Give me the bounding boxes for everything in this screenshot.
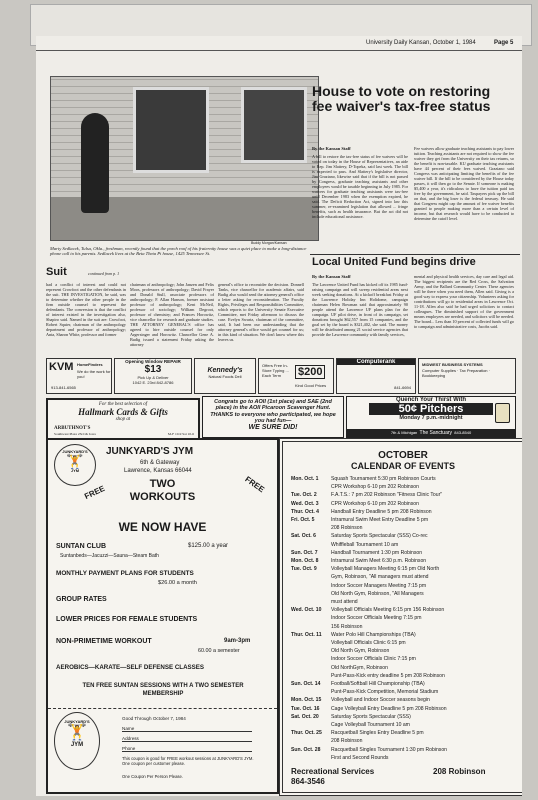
coupon-phone-field[interactable]: Phone	[122, 746, 252, 752]
event-text: Handball Entry Deadline 5 pm 208 Robinson	[331, 508, 432, 515]
calendar-event	[291, 714, 411, 720]
event-text: CPR Workshop 6-10 pm 202 Robinson	[331, 500, 419, 507]
ad-title: Kennedy's	[207, 367, 243, 374]
calendar-event	[291, 624, 362, 630]
ad-address: 6th & Gateway	[140, 460, 180, 466]
event-text: Indoor Soccer Managers Meeting 7:15 pm	[331, 582, 427, 589]
calendar-event	[291, 697, 430, 703]
calendar-event	[291, 492, 442, 498]
calendar-event	[291, 599, 358, 605]
coupon-name-field[interactable]: Name	[122, 726, 252, 732]
ad-text: Monday 7 p.m.-midnight	[399, 415, 463, 421]
calendar-event	[291, 615, 422, 621]
ad-address: Lawrence, Kansas 66044	[124, 468, 192, 474]
ad-computerank	[336, 358, 416, 394]
calendar-event	[291, 681, 425, 687]
ad-headline: WORKOUTS	[129, 491, 196, 503]
event-date: Tue. Oct. 9	[291, 566, 317, 573]
event-text: Indoor Soccer Officials Clinic 7:15 pm	[331, 656, 416, 663]
offer-title: LOWER PRICES FOR FEMALE STUDENTS	[56, 616, 198, 623]
event-text: Racquetball Singles Tournament 1:30 pm Robinson	[331, 746, 448, 753]
ad-sanctuary	[346, 396, 516, 438]
story-column: chairman of anthropology; John Janzen and Felix Moos, professors of anthropology; David Frayer and Donald Stull, associate professors of anthropology; F. Allan Hanson, former assistant professor of anthropology; Kent McNeil, professor of sociology; William Degroot, professor of chemistry; and Frances Horowitz, vice chancellor for research and graduate studies. THE ATTORNEY GENERAL'S office has agreed to hire outside counsel for only Argersinger and Horowitz. Chancellor Gene A. Budig issued a statement Friday asking the attorney	[130, 282, 214, 347]
calendar-event	[291, 755, 388, 761]
event-date: Mon. Oct. 1	[291, 476, 319, 482]
event-text: 208 Robinson	[331, 525, 363, 532]
offer-price: 60.00 a semester	[198, 648, 240, 654]
ad-text: Pick Up & Deliver	[137, 375, 169, 380]
story-byline: By the Kansan Staff	[312, 274, 351, 279]
event-text: Water Polo Hill Championships (TBA)	[331, 631, 416, 638]
calendar-event	[291, 665, 388, 671]
ad-text: Offers Free In-Store Typing ... Each Term	[262, 363, 289, 378]
event-text: Volleyball Officials Meeting 6:15 pm 156 Robinson	[331, 607, 445, 614]
header-paper: University Daily Kansan, October 1, 1984	[366, 40, 476, 46]
page-header	[36, 36, 522, 51]
event-text: Cage Volleyball Tournament 10 am	[331, 722, 410, 728]
offer-time: 9am-3pm	[224, 638, 251, 644]
ad-october-calendar	[279, 438, 522, 796]
photo-credit: Buddy Morgan/Kansan	[251, 241, 287, 245]
coupon-address-field[interactable]: Address	[122, 736, 252, 742]
story-column: general's office to reconsider the decision. Donnell Tanks, vice chancellor for academic affairs, said Budig also would send the attorney general's office a letter asking for reconsideration. The Faculty Rights, Privileges and Responsibilities Committee, which reports to the University Senate Executive Committee, met Friday afternoon to discuss the case. Evelyn Swartz, chairman of the committee, said, It had been our understanding that the attorney general's office would get counsel for us; in this kind of situation. We don't know where this leaves us.	[218, 282, 304, 342]
calendar-event	[291, 648, 389, 654]
event-text: 156 Robinson	[331, 623, 363, 630]
calendar-event	[291, 558, 426, 564]
ad-address: 1042 E. 23rd 842-8786	[132, 380, 174, 385]
offer-title: TEN FREE SUNTAN SESSIONS WITH A TWO SEMESTER MEMBERSHIP	[82, 683, 244, 697]
ad-junkyards-jym	[46, 438, 279, 794]
event-date: Sun. Oct. 28	[291, 746, 321, 753]
ad-phone: 913-841-6565	[51, 385, 76, 390]
event-text: Volleyball Officials Clinic 6:15 pm	[331, 640, 406, 646]
offer-price: $26.00 a month	[158, 580, 197, 586]
calendar-event	[291, 509, 432, 515]
ad-text: Natural Foods Deli	[208, 374, 242, 379]
ad-hours: M-F 10-9 Sat 10-6	[167, 432, 194, 436]
event-text: Volleyball Managers Meeting 6:15 pm Old North	[331, 566, 440, 573]
ad-phone: 843-8540	[454, 430, 472, 435]
ad-price: $200	[295, 365, 325, 379]
ad-headline: TWO	[149, 478, 176, 490]
ad-text: We do the work for you!	[77, 369, 111, 379]
event-text: Volleyball and Indoor Soccer seasons begin	[331, 697, 430, 704]
event-date: Mon. Oct. 8	[291, 558, 319, 564]
jym-logo: JUNKYARD'S 🏋 JYM	[54, 444, 96, 486]
event-text: Gym, Robinson, "All managers must attend	[331, 574, 429, 581]
ad-typing	[258, 358, 334, 394]
story-headline-united-fund: Local United Fund begins drive	[312, 256, 476, 268]
calendar-event	[291, 640, 406, 646]
free-label: FREE	[83, 483, 107, 502]
calendar-event	[291, 591, 424, 597]
ad-address: Southwest Plaza 23rd & Iowa	[54, 432, 96, 436]
bar-name: The Sanctuary	[419, 430, 453, 436]
calendar-event	[291, 738, 362, 744]
store-name: ARBUTHNOT'S	[54, 426, 91, 431]
photo-caption: Marty Sedlacek, Tulsa, Okla., freshman, recently found that the porch roof of his fraternity house was a quiet place to make a long-distance phone call to his parents. Sedlacek lives at the Beta Theta Pi house, 1425 Tennessee St.	[50, 246, 307, 257]
calendar-title: OCTOBER	[378, 450, 428, 461]
event-text: 208 Robinson	[331, 738, 363, 745]
calendar-event	[291, 747, 447, 753]
calendar-event	[291, 542, 398, 548]
calendar-event	[291, 550, 422, 556]
jym-coupon-logo: JUNKYARD'S 🏋 JYM	[54, 712, 100, 770]
calendar-event	[291, 574, 429, 580]
event-text: Old North Gym, Robinson, "All Managers	[331, 590, 424, 597]
calendar-footer-phone: 864-3546	[291, 777, 325, 786]
calendar-footer-room: 208 Robinson	[433, 767, 486, 776]
newspaper-page	[36, 36, 522, 796]
story-column: had a conflict of interest and could not represent Crowfoot and the other defendants in the suit. THE INVESTIGATION, he said, was to determine whether the other people in the firm outside counsel to represent the defendants. The conversion is that the conflict of interest existed in the investigation also, Shapiro said. Named in the suit are: Crowfoot, Robert Squier, chairman of the anthropology department and professor of anthropology; Anta, Sharon White, professor and former	[46, 282, 126, 337]
story-column: A bill to restore the tax-free status of fee waivers will be voted on today in the House of Representatives, an aide to Rep. Jim Slattery, D-Topeka, said last week. The bill is expected to pass. And Slattery's legislative director, Jim Graziano, likewise said that if the bill is not passed by Congress, graduate teaching assistants and other employees would be taxable beginning in July 1985. For waivers for graduate teaching assistants were tax-free until December 1983 when the exemption expired, he said. The Deficit Reduction Act, signed into law this summer, re-examined legislation that allowed ... fringe benefits, such as health insurance. But the act did not include educational assistance.	[312, 154, 408, 219]
event-text: Saturday Sports Spectacular (SSS)	[331, 713, 411, 720]
event-date: Sat. Oct. 6	[291, 533, 316, 540]
story-byline: By the Kansan Staff	[312, 146, 351, 151]
offer-title: GROUP RATES	[56, 596, 107, 603]
ad-price: $13	[144, 364, 162, 375]
calendar-event	[291, 632, 416, 638]
offer-text: Suntanbeds—Jacuzzi—Sauna—Steam Bath	[60, 553, 159, 559]
coupon-limit: One Coupon Per Person Please.	[122, 774, 183, 779]
ad-title: Computerank	[337, 359, 415, 365]
coupon-expiry: Good Through October 7, 1984	[122, 716, 186, 721]
ad-title: 50¢ Pitchers	[369, 403, 493, 415]
event-text: Cage Volleyball Entry Deadline 5 pm 208 Robinson	[331, 705, 447, 712]
weightlifter-icon: 🏋	[67, 724, 87, 741]
ad-homefinders	[46, 358, 112, 394]
ad-title: HomeFinders	[77, 362, 103, 367]
event-text: Old North Gym, Robinson	[331, 648, 390, 655]
offer-title: MONTHLY PAYMENT PLANS FOR STUDENTS	[56, 570, 194, 577]
ad-text: Congrats go to AOII (1st place) and SAE (2nd place) in the AOII Picaroon Scavenger Hunt. THANKS to everyone who participated, we hope you had fun—	[210, 399, 336, 425]
calendar-event	[291, 689, 438, 695]
event-date: Sat. Oct. 20	[291, 713, 319, 720]
story-column: The Lawrence United Fund has kicked off its 1985 fund-raising campaign and will sweep residential areas next week seeking donations. At a kickoff breakfast Friday at the Lawrence Holiday Inn Holidome, campaign chairman Helen Bowman said that approximately 90 people attend the Lawrence UF plans plan for the campaign. UF pilot drive, in front of its campaign, set donations brought $62,557 from 15 companies, and the goal set by the board is $321,402, she said. The money will be distributed among 21 social service agencies that provide the Lawrence community with family services,	[312, 282, 408, 337]
header-page-number: Page 5	[494, 40, 514, 46]
calendar-event	[291, 656, 416, 662]
event-date: Fri. Oct. 5	[291, 517, 315, 523]
calendar-event	[291, 484, 419, 490]
event-text: must attend	[331, 599, 358, 605]
continued-note: continued from p. 1	[88, 271, 120, 276]
offer-title: NON-PRIMETIME WORKOUT	[56, 638, 152, 645]
event-date: Mon. Oct. 15	[291, 697, 322, 704]
calendar-event	[291, 607, 444, 613]
event-text: CPR Workshop 6-10 pm 202 Robinson	[331, 484, 419, 491]
event-text: Racquetball Singles Entry Deadline 5 pm	[331, 730, 424, 737]
ad-text: Computer Supplies · Tax Preparation · Bookkeeping	[422, 368, 490, 378]
free-label: FREE	[243, 474, 266, 495]
ad-phone: 841-6694	[394, 385, 411, 390]
calendar-event	[291, 722, 410, 728]
ad-text: shop at	[115, 417, 131, 422]
event-date: Wed. Oct. 3	[291, 500, 319, 507]
ad-midwest-business	[418, 358, 516, 394]
event-text: Squash Tournament 5:30 pm Robinson Courts	[331, 476, 436, 482]
calendar-event	[291, 673, 445, 679]
calendar-footer-org: Recreational Services	[291, 767, 375, 776]
calendar-event	[291, 517, 428, 523]
event-text: Intramural Swim Meet Entry Deadline 5 pm	[331, 517, 429, 523]
ad-window-repair	[114, 358, 192, 394]
event-text: Intramural Swim Meet 6:30 p.m. Robinson	[331, 558, 427, 564]
ad-signoff: WE SURE DID!	[248, 423, 298, 431]
calendar-event	[291, 566, 439, 572]
event-text: F.A.T.S.: 7 pm 202 Robinson "Fitness Clinic Tour"	[331, 492, 443, 499]
story-headline-fee-waiver: House to vote on restoring fee waiver's tax-free status	[312, 83, 491, 114]
ad-title: JUNKYARD'S JYM	[106, 446, 194, 457]
ad-text: Quench Your Thirst With	[395, 397, 467, 403]
event-text: Punt-Pass-Kick Competition, Memorial Stadium	[331, 689, 439, 696]
event-date: Thur. Oct. 25	[291, 730, 322, 737]
coupon-terms: This coupon is good for FREE workout sessions at JUNKYARD'S JYM. One coupon per customer please.	[122, 756, 254, 766]
ad-hallmark	[46, 398, 200, 440]
calendar-event	[291, 501, 419, 507]
calendar-event	[291, 706, 447, 712]
offer-title: SUNTAN CLUB	[56, 543, 107, 550]
event-date: Tue. Oct. 2	[291, 492, 317, 499]
ad-logo: KVM	[49, 361, 74, 373]
story-column: Fee waivers allow graduate teaching assistants to pay lower tuition. Teaching assistants are not required to show the fee waiver they get from the University on their tax returns, so the benefit is non-taxable. KU graduate teaching assistants have 44 percent of their fees waived. Graziano said Congress was anticipating limiting the benefits of the fee waiver bill. If the bill to be considered by the House today passes, it will then go to the Senate. If someone is making $5,400 a year, it's ridiculous to have the tuition paid tax free by the government, he said. Taxpayers pick up the bill on that, and the big loser is the federal treasury. He said that Congress might cap the amount of fee waiver benefits granted to people making more than a certain level of income, but that research would have to be conducted to determine the cutoff level.	[414, 146, 514, 221]
story-column: mental and physical health services, day care and legal aid. The biggest recipients are the Red Cross, the Salvation Army, and the Ballard Community Center. These agencies will be there when you need them, Allen said. Giving is a good way to express your citizenship. Volunteers asking for contributions will go to residential areas in Lawrence Oct. 11-18. Allen also said he had urged solicitors to contact colleagues. The diminished support of the government means employees are needed, and solicitors will be needed. The board... Less than 10 percent of collected funds will go to campaign and administrative costs, Jacobs said.	[414, 274, 514, 329]
news-photo	[50, 76, 319, 241]
pitcher-icon	[495, 403, 510, 423]
event-date: Wed. Oct. 10	[291, 607, 322, 614]
event-text: Football/Softball Hill Championship (TBA)	[331, 681, 425, 687]
event-text: Indoor Soccer Officials Meeting 7:15 pm	[331, 615, 422, 622]
calendar-event	[291, 476, 436, 482]
event-date: Thur. Oct. 4	[291, 508, 320, 515]
calendar-event	[291, 730, 424, 736]
event-text: First and Second Rounds	[331, 754, 389, 761]
event-text: Whiffleball Tournament 10 am	[331, 541, 399, 548]
ad-title: MIDWEST BUSINESS SYSTEMS	[422, 362, 483, 367]
calendar-event	[291, 525, 362, 531]
event-date: Tue. Oct. 16	[291, 705, 320, 712]
event-text: Punt-Pass-Kick entry deadline 5 pm 208 Robinson	[331, 672, 445, 679]
ad-text: Kind Good Prices	[295, 383, 327, 388]
offer-price: $125.00 a year	[188, 543, 229, 549]
ad-title: Opening Window REPAIR	[125, 359, 181, 364]
event-date: Thur. Oct. 11	[291, 631, 322, 638]
weightlifter-icon: 🏋	[66, 453, 84, 469]
event-text: Handball Tournament 1:30 pm Robinson	[331, 549, 423, 556]
event-date: Sun. Oct. 14	[291, 681, 321, 687]
ad-headline: WE NOW HAVE	[118, 520, 207, 534]
offer-title: AEROBICS—KARATE—SELF DEFENSE CLASSES	[56, 664, 205, 671]
ad-title: Hallmark Cards & Gifts	[78, 407, 168, 417]
story-headline-suit: Suit	[46, 266, 67, 278]
event-text: Saturday Sports Spectacular (SSS) Co-rec	[331, 533, 428, 540]
event-date: Sun. Oct. 7	[291, 549, 318, 556]
event-text: Old NorthGym, Robinson	[331, 664, 388, 671]
ad-address: 7th & Michigan	[390, 430, 418, 435]
calendar-subtitle: CALENDAR OF EVENTS	[350, 461, 455, 471]
ad-text: For the best selection of	[98, 402, 148, 407]
calendar-event	[291, 583, 426, 589]
ad-aoii-congrats	[202, 396, 344, 438]
ad-kennedys	[194, 358, 256, 394]
calendar-event	[291, 533, 428, 539]
